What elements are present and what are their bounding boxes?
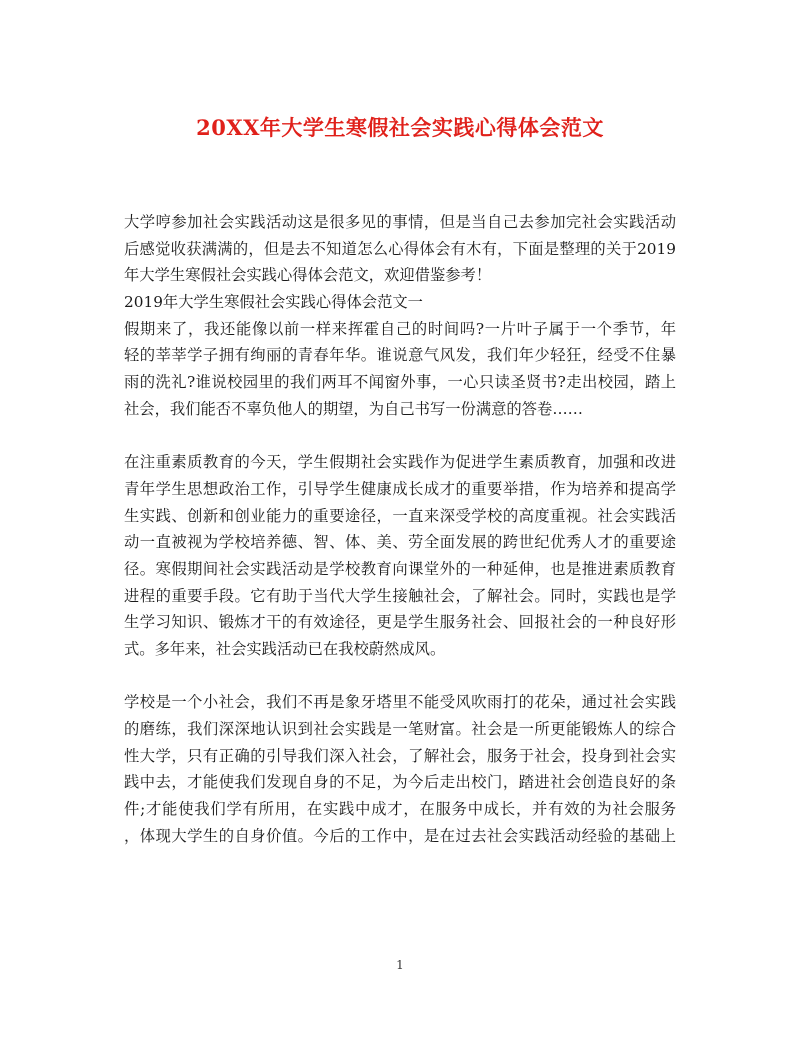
text-line: 性大学，只有正确的引导我们深入社会，了解社会，服务于社会，投身到社会实 [124,746,676,765]
text-line: ，体现大学生的自身价值。今后的工作中，是在过去社会实践活动经验的基础上 [124,826,676,845]
text-line: 青年学生思想政治工作，引导学生健康成长成才的重要举措，作为培养和提高学 [124,479,676,498]
paragraph-gap [124,423,676,450]
paragraph-gap [124,663,676,690]
text-line: 雨的洗礼?谁说校园里的我们两耳不闻窗外事，一心只读圣贤书?走出校园，踏上 [124,373,676,392]
text-line: 大学哼参加社会实践活动这是很多见的事情，但是当自己去参加完社会实践活动 [124,213,676,231]
text-line: 践中去，才能使我们发现自身的不足，为今后走出校门，踏进社会创造良好的条 [124,773,676,792]
text-line: 进程的重要手段。它有助于当代大学生接触社会，了解社会。同时，实践也是学 [124,586,676,605]
text-line: 径。寒假期间社会实践活动是学校教育向课堂外的一种延伸，也是推进素质教育 [124,559,676,578]
text-line: 生学习知识、锻炼才干的有效途径，更是学生服务社会、回报社会的一种良好形 [124,613,676,632]
text-line: 的磨练，我们深深地认识到社会实践是一笔财富。社会是一所更能锻炼人的综合 [124,720,676,739]
text-line: 生实践、创新和创业能力的重要途径，一直来深受学校的高度重视。社会实践活 [124,506,676,525]
text-line: 件;才能使我们学有所用，在实践中成才，在服务中成长，并有效的为社会服务 [124,800,676,819]
text-line: 式。多年来，社会实践活动已在我校蔚然成风。 [124,640,446,658]
document-title: 20XX年大学生寒假社会实践心得体会范文 [196,115,604,140]
text-line: 社会，我们能否不辜负他人的期望，为自己书写一份满意的答卷…… [124,399,583,418]
page-number: 1 [396,958,404,972]
text-line: 动一直被视为学校培养德、智、体、美、劳全面发展的跨世纪优秀人才的重要途 [124,533,676,552]
text-line: 在注重素质教育的今天，学生假期社会实践作为促进学生素质教育，加强和改进 [124,453,676,472]
text-line: 学校是一个小社会，我们不再是象牙塔里不能受风吹雨打的花朵，通过社会实践 [124,693,676,712]
text-line: 轻的莘莘学子拥有绚丽的青春年华。谁说意气风发，我们年少轻狂，经受不住暴 [124,346,676,365]
document-body [124,209,676,850]
text-line: 后感觉收获满满的，但是去不知道怎么心得体会有木有，下面是整理的关于2019 [124,239,676,258]
text-line: 2019年大学生寒假社会实践心得体会范文一 [124,293,423,312]
text-line: 假期来了，我还能像以前一样来挥霍自己的时间吗?一片叶子属于一个季节，年 [124,319,676,338]
text-line: 年大学生寒假社会实践心得体会范文，欢迎借鉴参考！ [124,266,492,285]
